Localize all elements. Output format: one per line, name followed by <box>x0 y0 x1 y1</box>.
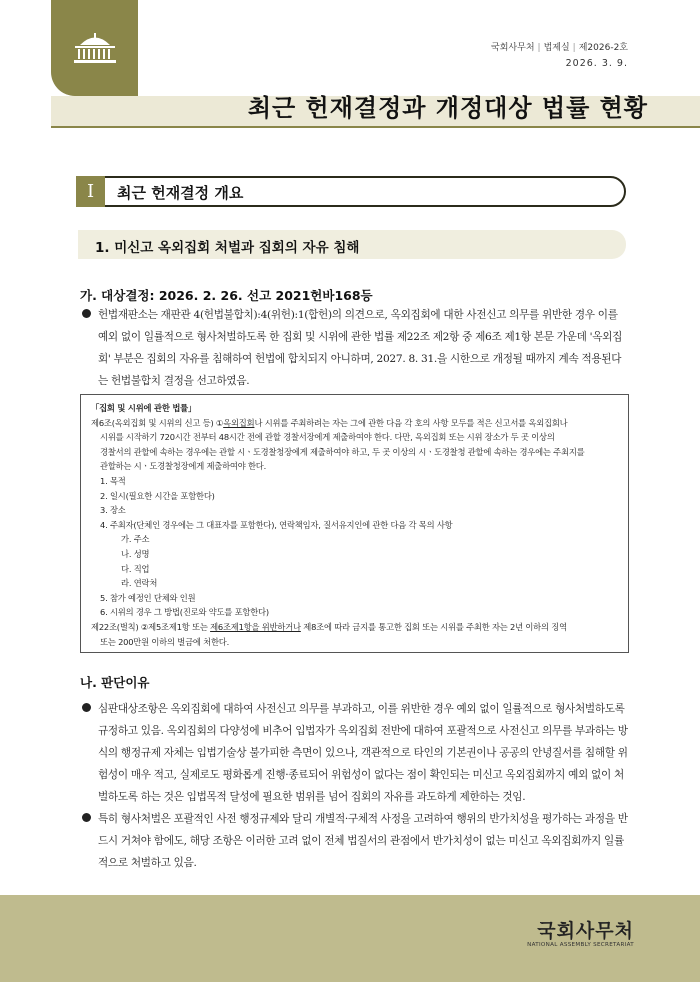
part-a-text: 헌법재판소는 재판관 4(헌법불합치):4(위헌):1(합헌)의 의견으로, 옥외집회에 대한 사전신고 의무를 위반한 경우 이를 예외 없이 일률적으로 형사처벌하도록 한 집회 및 시위에 관한 법률 제22조 제2항 중 제6조 제1항 본문 가운데 '옥외집회' 부분은 집회의 자유를 침해하여 헌법에 합치되지 아니하며, 2027. 8. 31.을 시한으로 개정될 때까지 계속 적용된다는 헌법불합치 결정을 선고하였음. <box>98 309 623 387</box>
law-item: 6. 시위의 경우 그 방법(진로와 약도를 포함한다) <box>100 607 269 618</box>
part-b-paragraph-1 <box>82 698 628 808</box>
part-b-text-1: 심판대상조항은 옥외집회에 대하여 사전신고 의무를 부과하고, 이를 위반한 경우 예외 없이 일률적으로 형사처벌하도록 규정하고 있음. 옥외집회의 다양성에 비추어 입법자가 옥외집회 전반에 대하여 포괄적으로 사전신고 의무를 부과하는 방식의 행정규제 자체는 입법기술상 불가피한 측면이 있으나, 객관적으로 타인의 기본권이나 공공의 안녕질서를 침해할 위험성이 매우 적고, 실제로도 평화롭게 진행·종료되어 위험성이 없다는 점이 확인되는 미신고 옥외집회까지 예외 없이 처벌하도록 하는 것은 입법목적 달성에 필요한 범위를 넘어 집회의 자유를 과도하게 제한하는 것임. <box>98 703 628 803</box>
law-item: 1. 목적 <box>100 475 126 486</box>
law-excerpt-box <box>80 394 629 653</box>
header-rule <box>51 126 700 128</box>
bullet-icon <box>82 309 91 318</box>
law-subitem: 가. 주소 <box>121 534 150 545</box>
law-subitem: 나. 성명 <box>121 548 150 559</box>
bullet-icon <box>82 703 91 712</box>
art6-line4: 관할하는 시ㆍ도경찰청장에게 제출하여야 한다. <box>100 461 267 472</box>
underlined-phrase: 제6조제1항을 위반하거나 <box>210 621 301 632</box>
part-b-text-2: 특히 형사처벌은 포괄적인 사전 행정규제와 달리 개별적·구체적 사정을 고려하여 행위의 반가치성을 평가하는 과정을 반드시 거쳐야 함에도, 해당 조항은 이러한 고려 없이 전체 법질서의 관점에서 반가치성이 없는 미신고 옥외집회까지 일률적으로 처벌하고 있음. <box>98 813 628 869</box>
doc-number: 제2026-2호 <box>578 43 628 53</box>
document-meta: 국회사무처 | 법제실 | 제2026-2호 <box>491 43 628 53</box>
law-item: 4. 주최자(단체인 경우에는 그 대표자를 포함한다), 연락책임자, 질서유지인에 관한 다음 각 목의 사항 <box>100 519 453 530</box>
law-subitem: 다. 직업 <box>121 563 150 574</box>
part-a-heading: 가. 대상결정: 2026. 2. 26. 선고 2021헌바168등 <box>80 288 373 303</box>
bullet-icon <box>82 813 91 822</box>
footer-org-english: NATIONAL ASSEMBLY SECRETARIAT <box>527 942 634 948</box>
law-item: 5. 참가 예정인 단체와 인원 <box>100 592 196 603</box>
footer-org-name: 국회사무처 <box>537 920 634 942</box>
org-name: 국회사무처 <box>491 43 535 53</box>
art22-line2: 또는 200만원 이하의 벌금에 처한다. <box>100 636 230 647</box>
law-subitem: 라. 연락처 <box>121 578 158 589</box>
art22-line1: 제22조(벌칙) ②제5조제1항 또는 제6조제1항을 위반하거나 제8조에 따라 금지를 통고한 집회 또는 시위를 주최한 자는 2년 이하의 징역 <box>91 621 567 632</box>
law-title: 「집회 및 시위에 관한 법률」 <box>91 403 197 413</box>
logo-box <box>51 0 138 96</box>
subsection-title: 1. 미신고 옥외집회 처벌과 집회의 자유 침해 <box>95 240 360 256</box>
art6-line1: 제6조(옥외집회 및 시위의 신고 등) ①옥외집회나 시위를 주최하려는 자는 그에 관한 다음 각 호의 사항 모두를 적은 신고서를 옥외집회나 <box>91 417 568 428</box>
law-item: 3. 장소 <box>100 505 126 516</box>
national-assembly-dome-icon <box>72 32 118 64</box>
section-title: 최근 헌재결정 개요 <box>117 184 244 202</box>
art6-line3: 경찰서의 관할에 속하는 경우에는 관할 시ㆍ도경찰청장에게 제출하여야 하고, 두 곳 이상의 시ㆍ도경찰청 관할에 속하는 경우에는 주최지를 <box>100 446 585 457</box>
page-title: 최근 헌재결정과 개정대상 법률 현황 <box>247 94 648 122</box>
dept-name: 법제실 <box>543 43 570 53</box>
part-b-heading: 나. 판단이유 <box>80 675 150 690</box>
art6-line2: 시위를 시작하기 720시간 전부터 48시간 전에 관할 경찰서장에게 제출하여야 한다. 다만, 옥외집회 또는 시위 장소가 두 곳 이상의 <box>100 432 555 443</box>
part-b-paragraph-2 <box>82 808 628 874</box>
law-item: 2. 일시(필요한 시간을 포함한다) <box>100 490 215 501</box>
doc-date: 2026. 3. 9. <box>565 58 628 69</box>
underlined-phrase: 옥외집회 <box>223 417 255 428</box>
section-number: I <box>76 176 105 207</box>
part-a-paragraph <box>82 304 628 392</box>
